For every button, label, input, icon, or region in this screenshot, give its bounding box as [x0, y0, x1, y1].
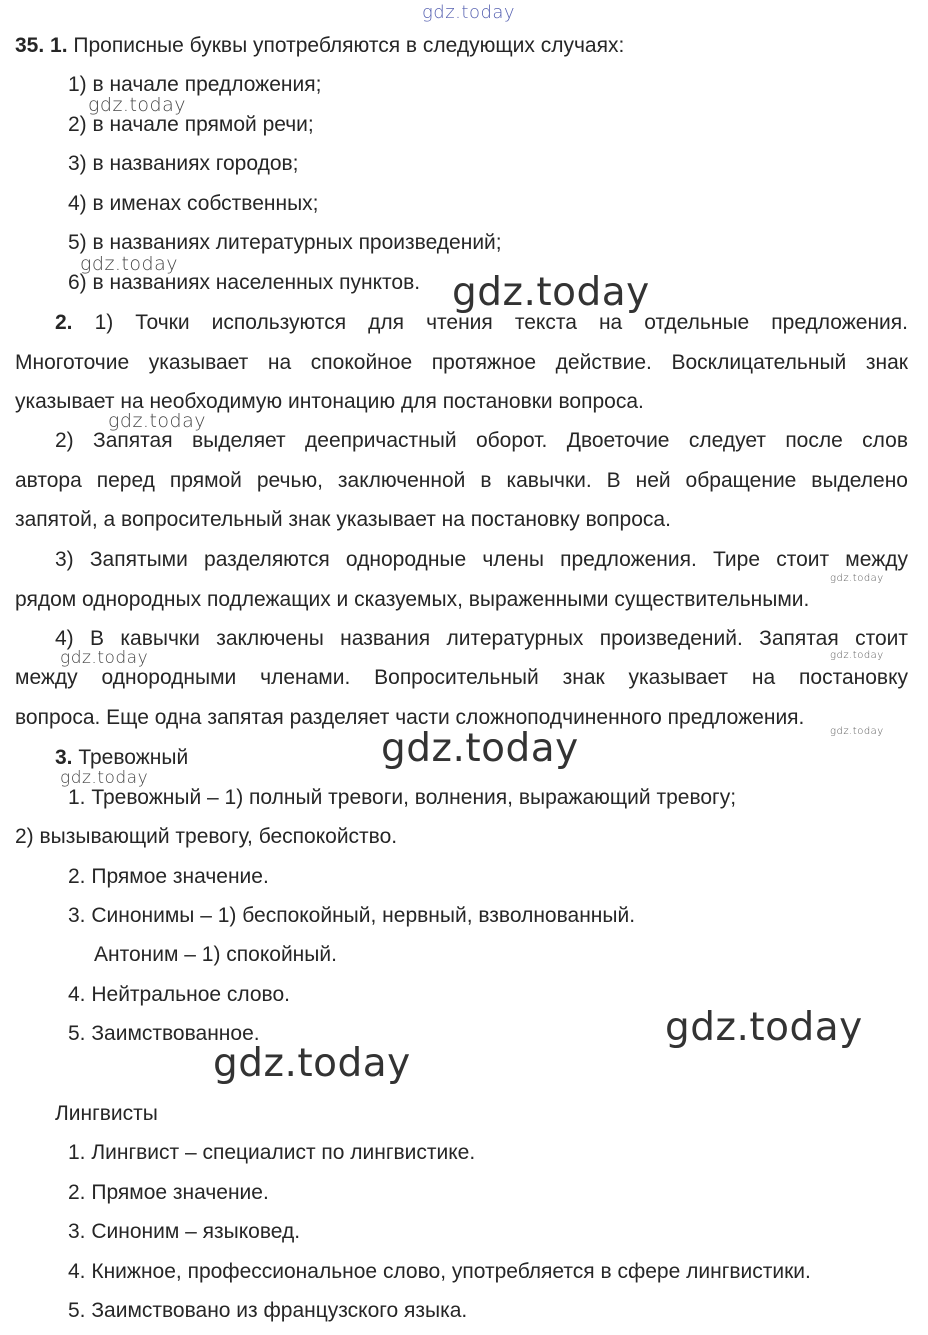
watermark: gdz.today — [452, 270, 650, 315]
watermark: gdz.today — [665, 1005, 863, 1050]
word1-line: 3. Синонимы – 1) беспокойный, нервный, взволнованный. — [68, 904, 636, 927]
word1-line: 1. Тревожный – 1) полный тревоги, волнения, выражающий тревогу; — [68, 786, 737, 809]
word1-line: 2) вызывающий тревогу, беспокойство. — [15, 825, 398, 848]
list-item: 4) в именах собственных; — [68, 192, 319, 215]
list-item: 3) в названиях городов; — [68, 152, 299, 175]
watermark: gdz.today — [213, 1041, 411, 1086]
list-item: 2) в начале прямой речи; — [68, 113, 314, 136]
word2-title: Лингвисты — [55, 1102, 158, 1125]
paragraph-line: указывает на необходимую интонацию для постановки вопроса. — [15, 390, 644, 413]
exercise-number: 35. — [15, 34, 45, 57]
watermark: gdz.today — [830, 650, 884, 661]
word1-line: 5. Заимствованное. — [68, 1022, 260, 1045]
watermark: gdz.today — [60, 648, 149, 668]
section1-heading — [15, 34, 624, 58]
watermark: gdz.today — [80, 253, 178, 275]
word2-line: 2. Прямое значение. — [68, 1181, 269, 1204]
list-item: 5) в названиях литературных произведений; — [68, 231, 502, 254]
item-number: 3. — [55, 746, 73, 769]
word2-line: 4. Книжное, профессиональное слово, употребляется в сфере лингвистики. — [68, 1260, 811, 1283]
paragraph-line: Многоточие указывает на спокойное протяжное действие. Восклицательный знак — [15, 351, 908, 374]
paragraph-line: рядом однородных подлежащих и сказуемых, выраженными существительными. — [15, 588, 810, 611]
word1-line: 4. Нейтральное слово. — [68, 983, 290, 1006]
watermark: gdz.today — [108, 410, 206, 432]
paragraph-line: между однородными членами. Вопросительный знак указывает на постановку — [15, 666, 908, 689]
word1-line: Антоним – 1) спокойный. — [94, 943, 337, 966]
list-item: 6) в названиях населенных пунктов. — [68, 271, 421, 294]
word2-line: 5. Заимствовано из французского языка. — [68, 1299, 468, 1322]
word2-line: 1. Лингвист – специалист по лингвистике. — [68, 1141, 476, 1164]
list-item: 1) в начале предложения; — [68, 73, 322, 96]
paragraph-line: автора перед прямой речью, заключенной в кавычки. В ней обращение выделено — [15, 469, 908, 492]
paragraph-line: 3) Запятыми разделяются однородные члены предложения. Тире стоит между — [55, 548, 908, 571]
watermark: gdz.today — [381, 726, 579, 771]
watermark: gdz.today — [88, 94, 186, 116]
paragraph-line: вопроса. Еще одна запятая разделяет части сложноподчиненного предложения. — [15, 706, 805, 729]
watermark-top: gdz.today — [422, 2, 516, 23]
word1-title: 3. Тревожный — [55, 746, 189, 769]
watermark: gdz.today — [60, 768, 149, 788]
paragraph-line: 4) В кавычки заключены названия литературных произведений. Запятая стоит — [55, 627, 908, 650]
paragraph-line: 2. 1) Точки используются для чтения текста на отдельные предложения. — [55, 311, 908, 334]
word2-line: 3. Синоним – языковед. — [68, 1220, 301, 1243]
paragraph-line: 2) Запятая выделяет деепричастный оборот. Двоеточие следует после слов — [55, 429, 908, 452]
word1-line: 2. Прямое значение. — [68, 865, 269, 888]
paragraph-line: запятой, а вопросительный знак указывает на постановку вопроса. — [15, 508, 671, 531]
watermark: gdz.today — [830, 573, 884, 584]
watermark: gdz.today — [830, 726, 884, 737]
item-number: 2. — [55, 311, 73, 334]
section1-intro: Прописные буквы употребляются в следующих случаях: — [73, 34, 625, 57]
item-number: 1. — [50, 34, 68, 57]
